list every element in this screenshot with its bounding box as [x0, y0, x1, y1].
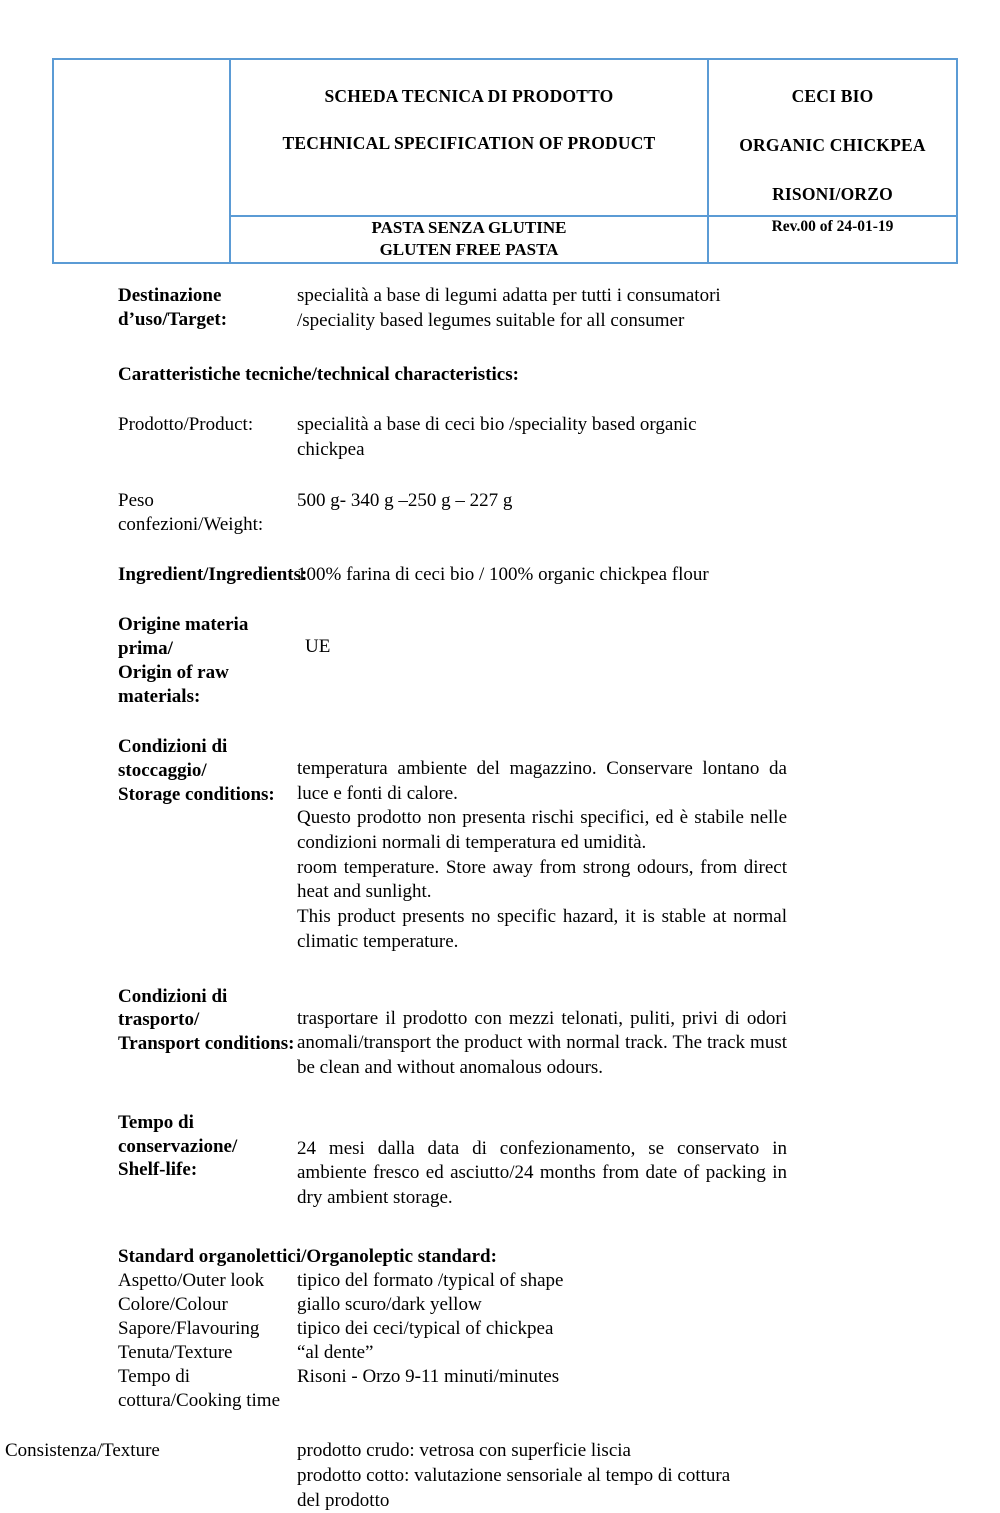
organoleptic-row: [0, 1269, 1000, 1293]
subtitle-italian: PASTA SENZA GLUTINE: [371, 218, 567, 237]
consistency-value: [297, 1439, 787, 1513]
document-title-english: TECHNICAL SPECIFICATION OF PRODUCT: [282, 133, 656, 153]
section-transport: [0, 985, 1000, 1081]
organoleptic-row: [0, 1317, 1000, 1341]
organoleptic-label-outer-look: Aspetto/Outer look: [118, 1269, 265, 1291]
document-header-table: [52, 58, 958, 264]
consistency-label: Consistenza/Texture: [5, 1440, 160, 1462]
organoleptic-row: [0, 1293, 1000, 1317]
organoleptic-label-flavouring: Sapore/Flavouring: [118, 1317, 260, 1339]
organoleptic-label-texture: Tenuta/Texture: [118, 1341, 233, 1363]
ingredients-label: Ingredient/Ingredients:: [118, 563, 308, 585]
ingredients-value: 100% farina di ceci bio / 100% organic chickpea flour: [297, 563, 709, 585]
storage-value-line-2: Questo prodotto non presenta rischi specifici, ed è stabile nelle condizioni normali di temperatura ed umidità.: [297, 807, 787, 854]
spacer-after-origin: [0, 709, 1000, 735]
product-value-line-2: chickpea: [297, 439, 365, 460]
spacer-after-shelf-life: [0, 1211, 1000, 1245]
product-name-italian: CECI BIO: [791, 86, 874, 106]
spacer-after-characteristics-heading: [0, 387, 1000, 413]
product-value: [297, 413, 787, 462]
shelf-life-label-line-2: Shelf-life:: [118, 1159, 198, 1181]
title-spacer: [237, 107, 701, 133]
spacer-after-organoleptic: [0, 1413, 1000, 1439]
organoleptic-label-cooking-time: Tempo di cottura/Cooking time: [118, 1366, 281, 1412]
storage-value: [297, 735, 787, 955]
storage-label-line-2: Storage conditions:: [118, 783, 275, 805]
target-label: Destinazione d’uso/Target:: [118, 285, 228, 330]
storage-value-line-3: room temperature. Store away from strong odours, from direct heat and sunlight.: [297, 856, 787, 903]
consistency-value-line-2: prodotto cotto: valutazione sensoriale al tempo di cottura: [297, 1465, 731, 1486]
spacer-after-weight: [0, 537, 1000, 563]
section-ingredients: [0, 563, 1000, 588]
spacer-after-product: [0, 463, 1000, 489]
subtitle-english: GLUTEN FREE PASTA: [379, 240, 559, 260]
organoleptic-value-colour: giallo scuro/dark yellow: [297, 1293, 482, 1315]
storage-value-line-1: temperatura ambiente del magazzino. Conservare lontano da luce e fonti di calore.: [297, 758, 787, 804]
spacer-after-ingredients: [0, 587, 1000, 613]
header-revision-cell: [708, 216, 957, 263]
shelf-life-value-text: 24 mesi dalla data di confezionamento, se conservato in ambiente fresco ed asciutto/24 months from date of packing in dry ambient storage.: [297, 1137, 787, 1208]
organoleptic-value-texture: “al dente”: [297, 1341, 374, 1363]
header-subtitle-cell: [230, 216, 708, 263]
header-logo-cell: [53, 59, 230, 263]
section-weight: [0, 489, 1000, 537]
weight-label: Peso confezioni/Weight:: [118, 489, 264, 535]
product-name-english: ORGANIC CHICKPEA: [739, 135, 926, 155]
storage-label-line-1: Condizioni di stoccaggio/: [118, 736, 228, 781]
organoleptic-heading: Standard organolettici/Organoleptic standard:: [118, 1245, 497, 1267]
product-spacer-1: [715, 107, 950, 135]
organoleptic-value-outer-look: tipico del formato /typical of shape: [297, 1269, 564, 1291]
shelf-life-value: [297, 1111, 787, 1211]
transport-value-text: trasportare il prodotto con mezzi telonati, puliti, privi di odori anomali/transport the product with normal track. The track must be clean and without anomalous odours.: [297, 1007, 787, 1078]
header-product-cell: [708, 59, 957, 216]
transport-value: [297, 985, 787, 1081]
origin-value: [297, 613, 787, 660]
organoleptic-value-flavouring: tipico dei ceci/typical of chickpea: [297, 1317, 554, 1339]
target-value-line-2: /speciality based legumes suitable for all consumer: [297, 309, 685, 331]
spacer-after-target: [0, 333, 1000, 363]
transport-label: [0, 985, 297, 1057]
product-shape-name: RISONI/ORZO: [772, 184, 893, 204]
target-value-line-1: specialità a base di legumi adatta per tutti i consumatori: [297, 285, 721, 306]
spacer-after-transport: [0, 1081, 1000, 1111]
organoleptic-label-colour: Colore/Colour: [118, 1293, 228, 1315]
product-value-line-1: specialità a base di ceci bio /speciality based organic: [297, 414, 697, 436]
shelf-life-label-line-1: Tempo di conservazione/: [118, 1111, 238, 1157]
origin-label-line-2: Origin of raw materials:: [118, 662, 229, 708]
consistency-value-line-1: prodotto crudo: vetrosa con superficie liscia: [297, 1440, 631, 1462]
header-main-row: [53, 59, 957, 216]
transport-label-line-1: Condizioni di trasporto/: [118, 985, 228, 1031]
product-label: Prodotto/Product:: [118, 414, 254, 436]
header-title-cell: [230, 59, 708, 216]
section-shelf-life: [0, 1111, 1000, 1211]
organoleptic-row: [0, 1365, 1000, 1413]
origin-label: [0, 613, 297, 709]
spacer-after-storage: [0, 955, 1000, 985]
section-storage: [0, 735, 1000, 955]
origin-value-text: UE: [305, 636, 331, 658]
target-value: [297, 284, 787, 333]
section-origin: [0, 613, 1000, 709]
section-product: [0, 413, 1000, 462]
organoleptic-value-cooking-time: Risoni - Orzo 9-11 minuti/minutes: [297, 1366, 560, 1388]
characteristics-heading: Caratteristiche tecniche/technical characteristics:: [118, 364, 519, 386]
origin-label-line-1: Origine materia prima/: [118, 614, 249, 660]
consistency-value-line-3: del prodotto: [297, 1489, 390, 1511]
revision-badge: Rev.00 of 24-01-19: [771, 218, 894, 235]
organoleptic-row: [0, 1341, 1000, 1365]
product-spacer-2: [715, 156, 950, 184]
section-target: [0, 284, 1000, 333]
organoleptic-list: [0, 1269, 1000, 1414]
transport-label-line-2: Transport conditions:: [118, 1033, 295, 1055]
section-consistency: [0, 1439, 1000, 1513]
shelf-life-label: [0, 1111, 297, 1183]
document-title-italian: SCHEDA TECNICA DI PRODOTTO: [324, 86, 614, 106]
storage-label: [0, 735, 297, 807]
weight-value: 500 g- 340 g –250 g – 227 g: [297, 489, 513, 511]
storage-value-line-4: This product presents no specific hazard, it is stable at normal climatic temperature.: [297, 906, 787, 952]
document-body: [0, 284, 1000, 1513]
